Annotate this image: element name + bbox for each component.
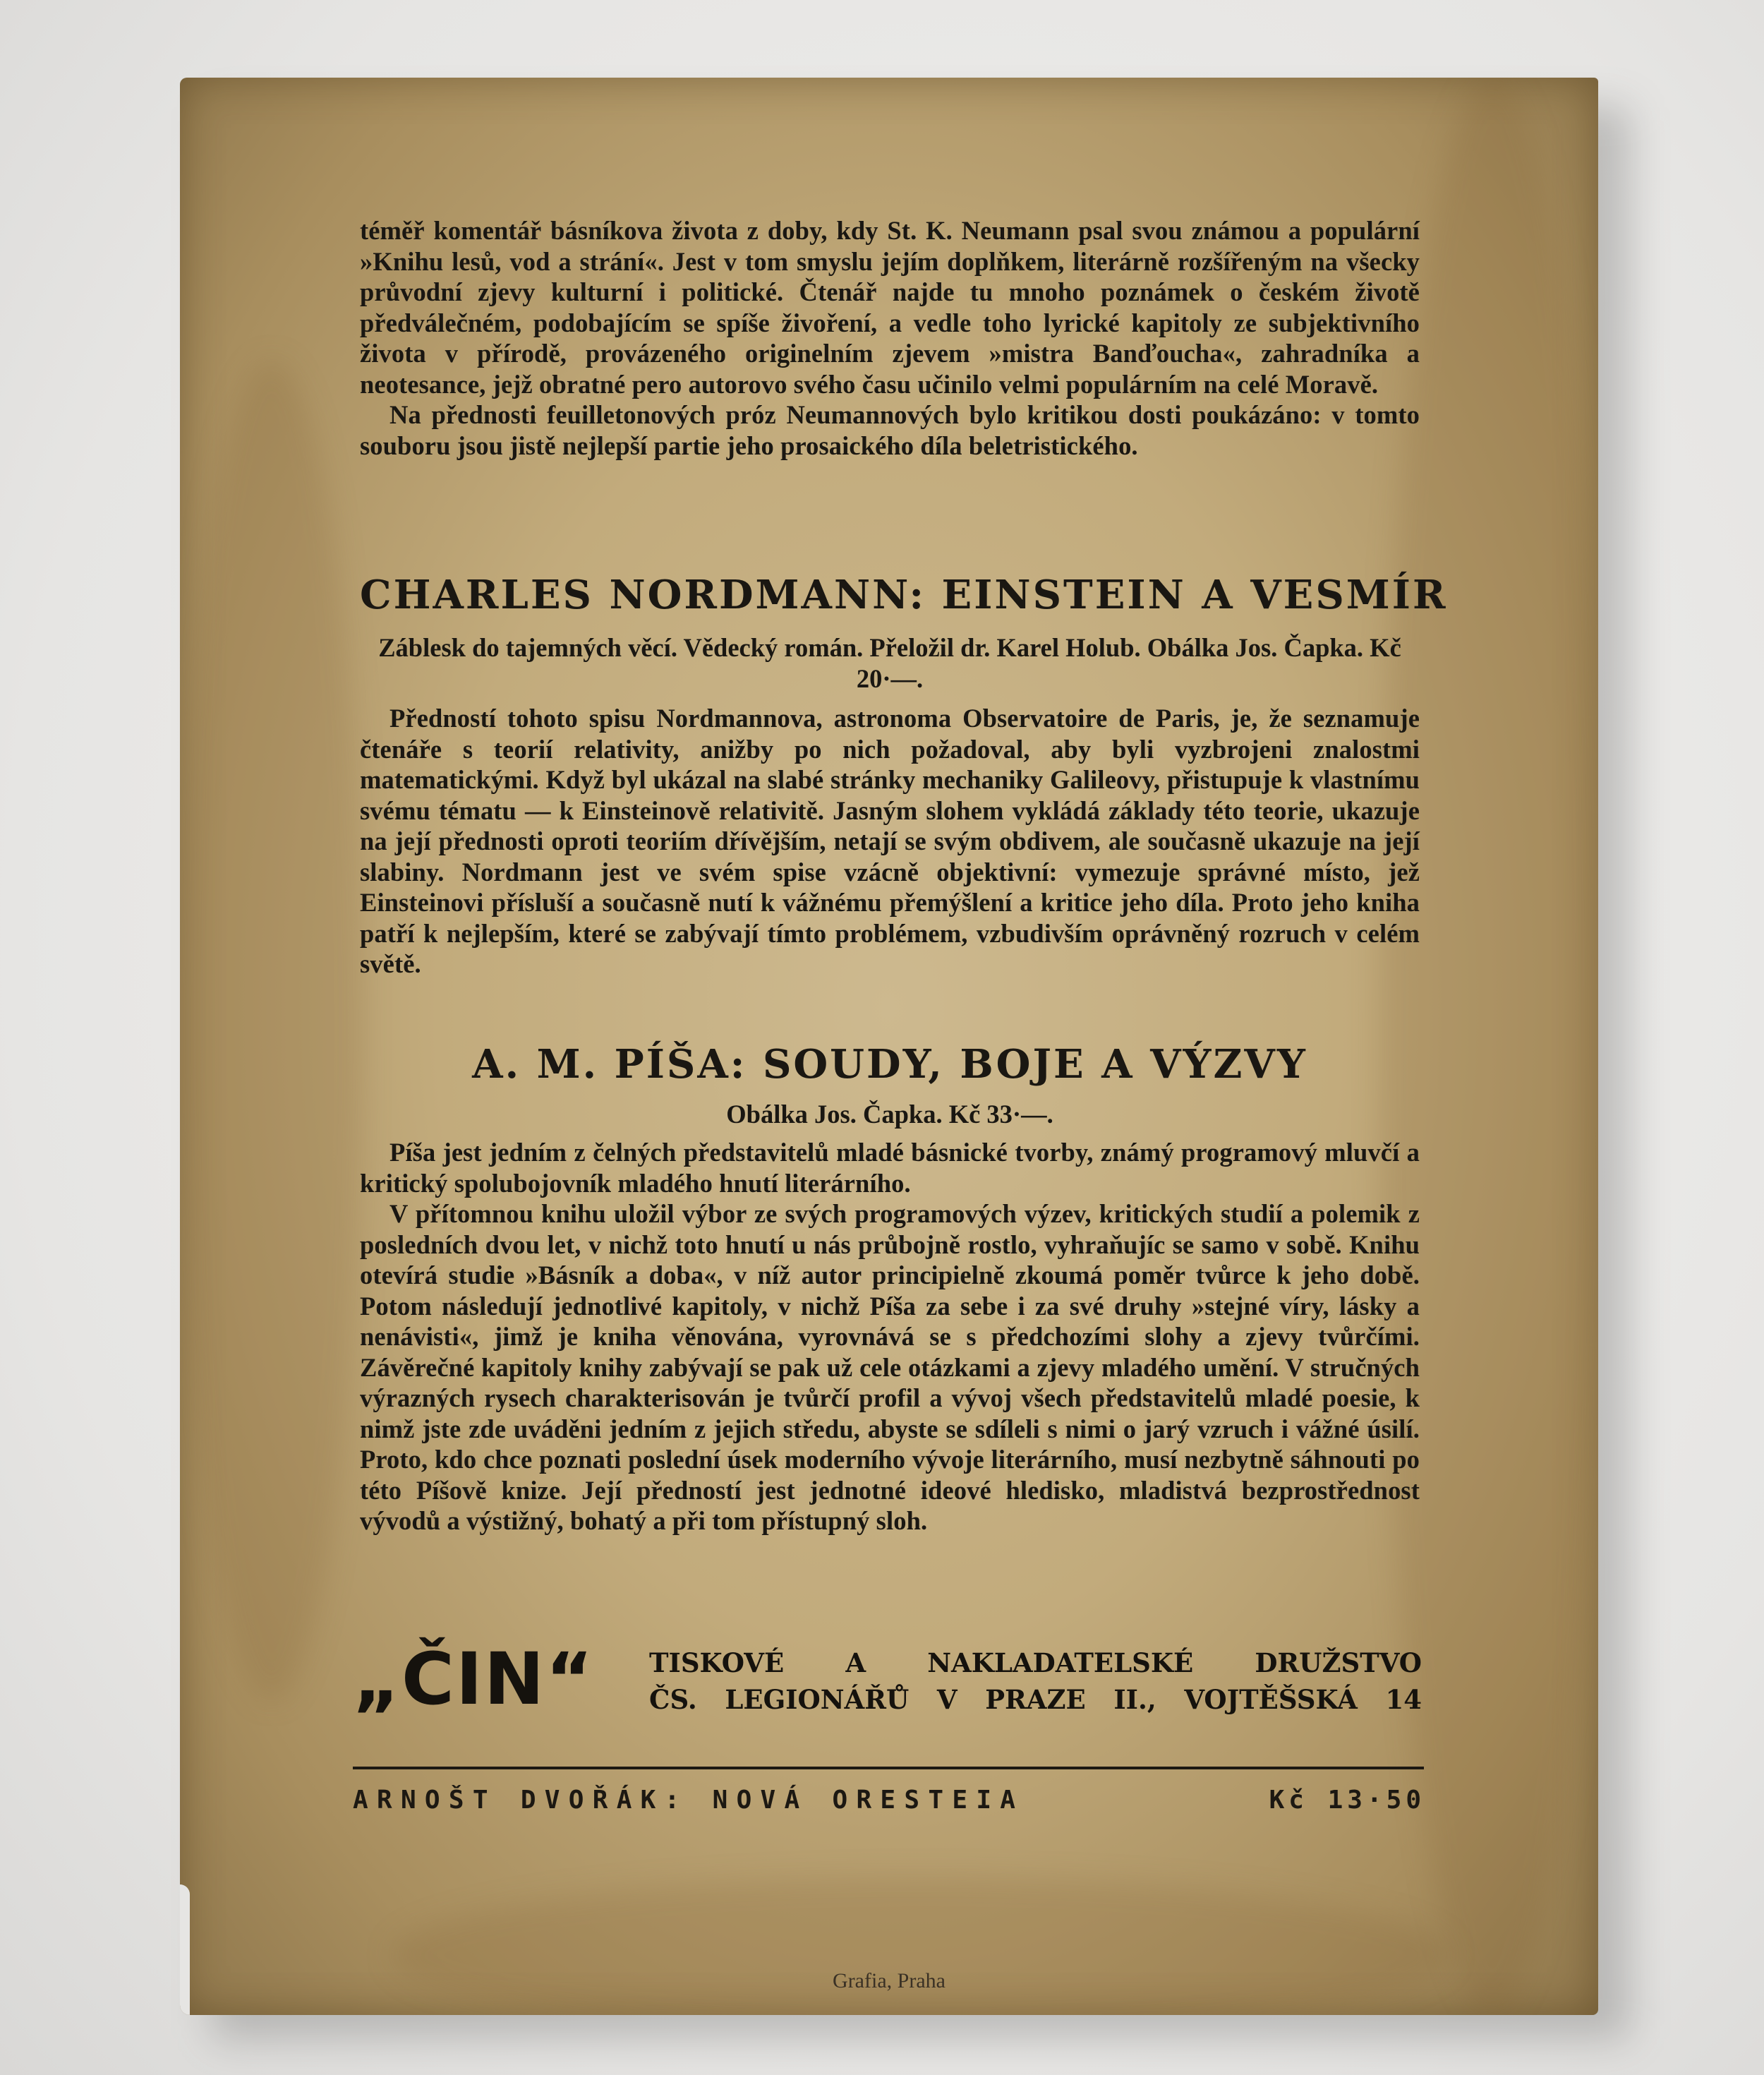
- book-back-cover: [180, 78, 1598, 2015]
- footer-advert: [353, 1786, 1425, 1815]
- publisher-address: [649, 1644, 1422, 1718]
- book-description: V přítomnou knihu uložil výbor ze svých programových výzev, kritických studií a polemik z posledních dvou let, v nichž toto hnutí u nás průbojně rostlo, vyhraňujíc se samo v sobě. Knihu otevírá studie »Básník a doba«, v níž autor principielně zkoumá poměr tvůrce k jeho době. Potom následují jednotlivé kapitoly, v nichž Píša za sebe i za své druhy »stejné víry, lásky a nenávisti«, jimž je kniha věnována, vyrovnává se s předchozími slohy a zjevy tvůrčími. Závěrečné kapitoly knihy zabývají se pak už cele otázkami a zjevy mladého umění. V stručných výrazných rysech charakterisován je tvůrčí profil a vývoj všech představitelů mladé poesie, k nimž jste zde uváděni jedním z jejich středu, abyste se sdíleli s nimi o jarý vzruch i vážné úsilí. Proto, kdo chce poznati poslední úsek moderního vývoje literárního, musí nezbytně sáhnouti po této Píšově knize. Její předností jest jednotné ideové hledisko, mladistvá bezprostřednost vývodů a výstižný, bohatý a při tom přístupný sloh.: [360, 1199, 1420, 1535]
- torn-corner: [180, 1884, 190, 2015]
- book-subtitle: Obálka Jos. Čapka. Kč 33·—.: [726, 1100, 1053, 1129]
- intro-paragraph: téměř komentář básníkova života z doby, kdy St. K. Neumann psal svou známou a populární »Knihu lesů, vod a strání«. Jest v tom smyslu jejím doplňkem, literárně rozšířeným na všecky průvodní zjevy kulturní i politické. Čtenář najde tu mnoho poznámek o českém životě předválečném, podobajícím se spíše živoření, a vedle toho lyrické kapitoly ze subjektivního života v přírodě, provázeného originelním zjevem »mistra Banďoucha«, zahradníka a neotesance, jejž obratné pero autorovo svého času učinilo velmi populárním na celé Moravě.: [360, 216, 1420, 399]
- publisher-line: TISKOVÉ A NAKLADATELSKÉ DRUŽSTVO: [649, 1647, 1422, 1678]
- book-entry-pisa: [360, 1041, 1420, 1536]
- book-title: CHARLES NORDMANN: EINSTEIN A VESMÍR: [360, 572, 1448, 618]
- divider-rule: [353, 1767, 1424, 1769]
- publisher-line: ČS. LEGIONÁŘŮ V PRAZE II., VOJTĚŠSKÁ 14: [649, 1684, 1422, 1715]
- publisher-logo: „ČIN“: [353, 1637, 595, 1721]
- printer-imprint: Grafia, Praha: [833, 1969, 946, 1992]
- book-description: Píša jest jedním z čelných představitelů mladé básnické tvorby, známý programový mluvčí a kritický spolubojovník mladého hnutí literárního.: [360, 1138, 1420, 1198]
- book-title: A. M. PÍŠA: SOUDY, BOJE A VÝZVY: [472, 1041, 1307, 1088]
- footer-book: ARNOŠT DVOŘÁK: NOVÁ ORESTEIA: [353, 1786, 1025, 1815]
- footer-price: Kč 13·50: [1269, 1786, 1425, 1815]
- edge-stain: [392, 1877, 1450, 2015]
- book-subtitle: Záblesk do tajemných věcí. Vědecký román. Přeložil dr. Karel Holub. Obálka Jos. Čapka. Kč 20·—.: [378, 633, 1401, 693]
- publisher-block: [353, 1637, 1425, 1736]
- intro-section: [360, 215, 1420, 461]
- book-description: Předností tohoto spisu Nordmannova, astronoma Observatoire de Paris, je, že seznamuje čtenáře s teorií relativity, anižby po nich požadoval, aby byli vyzbrojeni znalostmi matematickými. Když byl ukázal na slabé stránky mechaniky Galileovy, přistupuje k vlastnímu svému tématu — k Einsteinově relativitě. Jasným slohem vykládá základy této teorie, ukazuje na její přednosti oproti teoriím dřívějším, netají se svým obdivem, ale současně ukazuje na její slabiny. Nordmann jest ve svém spise vzácně objektivní: vymezuje správné místo, jež Einsteinovi přísluší a současně nutí k vážnému přemýšlení a kritice jeho díla. Proto jeho kniha patří k nejlepším, které se zabývají tímto problémem, vzbudivším oprávněný rozruch v celém světě.: [360, 704, 1420, 978]
- book-entry-nordmann: [360, 572, 1448, 980]
- edge-stain: [180, 360, 363, 1701]
- intro-paragraph: Na přednosti feuilletonových próz Neumannových bylo kritikou dosti poukázáno: v tomto souboru jsou jistě nejlepší partie jeho prosaického díla beletristického.: [360, 400, 1420, 460]
